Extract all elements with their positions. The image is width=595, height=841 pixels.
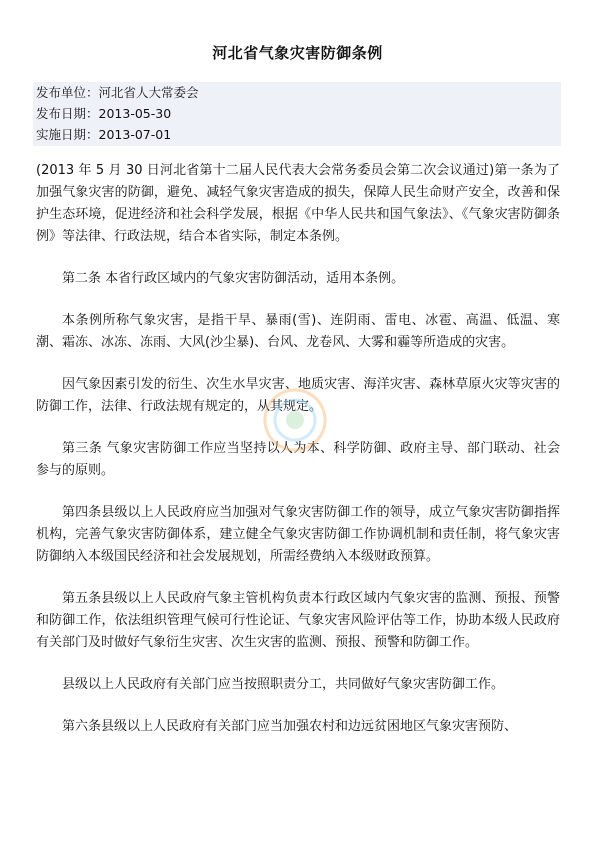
publish-date-row: [33, 103, 561, 124]
publisher-label: 发布单位：: [36, 85, 99, 100]
publisher-row: [33, 82, 561, 103]
paragraph: 本条例所称气象灾害，是指干旱、暴雨(雪)、连阴雨、雷电、冰雹、高温、低温、寒潮、霜冻、冰冻、冻雨、大风(沙尘暴)、台风、龙卷风、大雾和霾等所造成的灾害。: [36, 313, 560, 350]
document-title: 河北省气象灾害防御条例: [212, 44, 383, 62]
publisher-value: 河北省人大常委会: [98, 85, 199, 100]
effective-date-row: [33, 124, 561, 145]
paragraph: 第五条县级以上人民政府气象主管机构负责本行政区域内气象灾害的监测、预报、预警和防御工作，依法组织管理气候可行性论证、气象灾害风险评估等工作，协助本级人民政府有关部门及时做好气象衍生灾害、次生灾害的监测、预报、预警和防御工作。: [36, 591, 560, 650]
paragraph: 因气象因素引发的衍生、次生水旱灾害、地质灾害、海洋灾害、森林草原火灾等灾害的防御工作，法律、行政法规有规定的，从其规定。: [36, 377, 560, 414]
paragraph: 第三条 气象灾害防御工作应当坚持以人为本、科学防御、政府主导、部门联动、社会参与的原则。: [36, 441, 560, 478]
paragraph: 第二条 本省行政区域内的气象灾害防御活动，适用本条例。: [62, 271, 405, 286]
paragraph: (2013 年 5 月 30 日河北省第十二届人民代表大会常务委员会第二次会议通过)第一条为了加强气象灾害的防御，避免、减轻气象灾害造成的损失，保障人民生命财产安全，改善和保护生态环境，促进经济和社会科学发展，根据《中华人民共和国气象法》、《气象灾害防御条例》等法律、行政法规，结合本省实际，制定本条例。: [36, 163, 560, 244]
paragraph: 县级以上人民政府有关部门应当按照职责分工，共同做好气象灾害防御工作。: [62, 677, 505, 692]
publish-date-value: 2013-05-30: [98, 106, 172, 121]
paragraph: 第四条县级以上人民政府应当加强对气象灾害防御工作的领导，成立气象灾害防御指挥机构，完善气象灾害防御体系，建立健全气象灾害防御工作协调机制和责任制，将气象灾害防御纳入本级国民经济和社会发展规划，所需经费纳入本级财政预算。: [36, 505, 560, 564]
effective-date-value: 2013-07-01: [98, 127, 172, 142]
paragraph: 第六条县级以上人民政府有关部门应当加强农村和边远贫困地区气象灾害预防、: [62, 719, 518, 734]
metadata-box: [33, 82, 561, 146]
effective-date-label: 实施日期：: [36, 127, 99, 142]
publish-date-label: 发布日期：: [36, 106, 99, 121]
